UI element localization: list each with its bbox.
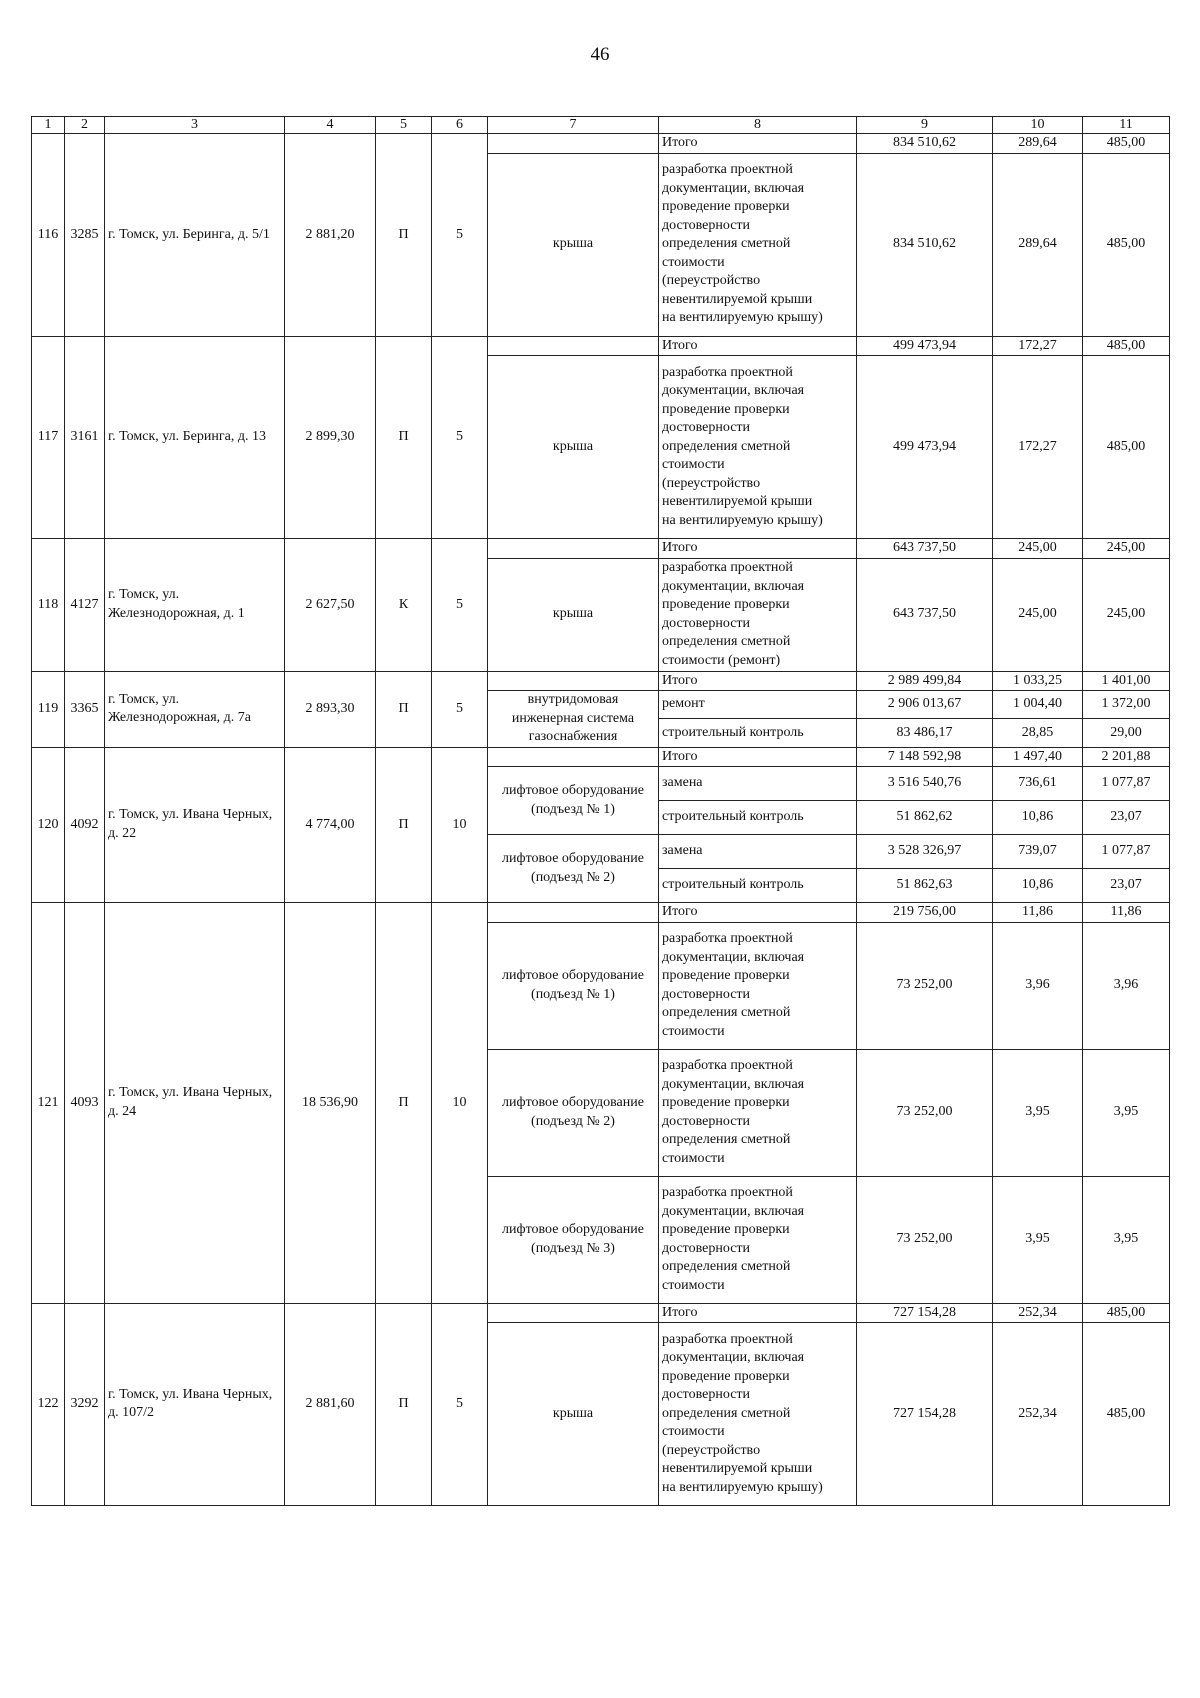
total-cost: 499 473,94 bbox=[857, 336, 993, 356]
structural-element: крыша bbox=[488, 153, 659, 336]
structural-element: крыша bbox=[488, 356, 659, 539]
work-type: разработка проектной документации, включая проведение проверки достоверности определения сметной стоимости (переустройство невентилируемой крыши на вентилируемую крышу) bbox=[659, 1323, 857, 1506]
address: г. Томск, ул. Ивана Черных, д. 107/2 bbox=[105, 1303, 285, 1506]
house-code: 3365 bbox=[65, 671, 105, 747]
work-limit-per-m2: 23,07 bbox=[1083, 801, 1170, 835]
work-cost-per-m2: 10,86 bbox=[993, 869, 1083, 903]
total-cost-per-m2: 172,27 bbox=[993, 336, 1083, 356]
work-limit-per-m2: 485,00 bbox=[1083, 356, 1170, 539]
work-cost-per-m2: 1 004,40 bbox=[993, 691, 1083, 719]
table-row bbox=[32, 134, 1170, 154]
address: г. Томск, ул. Беринга, д. 5/1 bbox=[105, 134, 285, 337]
work-limit-per-m2: 485,00 bbox=[1083, 153, 1170, 336]
floor-count: 5 bbox=[432, 134, 488, 337]
house-code: 3285 bbox=[65, 134, 105, 337]
work-type: разработка проектной документации, включая проведение проверки достоверности определения сметной стоимости bbox=[659, 922, 857, 1049]
work-cost-per-m2: 28,85 bbox=[993, 719, 1083, 747]
total-area: 2 881,60 bbox=[285, 1303, 376, 1506]
element-empty bbox=[488, 903, 659, 923]
table-row bbox=[32, 336, 1170, 356]
element-empty bbox=[488, 671, 659, 691]
work-cost-per-m2: 10,86 bbox=[993, 801, 1083, 835]
house-code: 3292 bbox=[65, 1303, 105, 1506]
work-cost: 83 486,17 bbox=[857, 719, 993, 747]
total-label: Итого bbox=[659, 336, 857, 356]
work-type: ремонт bbox=[659, 691, 857, 719]
row-number: 116 bbox=[32, 134, 65, 337]
work-cost: 3 516 540,76 bbox=[857, 767, 993, 801]
col-header: 8 bbox=[659, 117, 857, 134]
work-cost: 2 906 013,67 bbox=[857, 691, 993, 719]
col-header: 3 bbox=[105, 117, 285, 134]
wall-material: П bbox=[376, 1303, 432, 1506]
address: г. Томск, ул. Беринга, д. 13 bbox=[105, 336, 285, 539]
capital-repair-table bbox=[31, 116, 1170, 1506]
wall-material: П bbox=[376, 747, 432, 903]
structural-element: лифтовое оборудование (подъезд № 3) bbox=[488, 1176, 659, 1303]
work-cost-per-m2: 739,07 bbox=[993, 835, 1083, 869]
col-header: 10 bbox=[993, 117, 1083, 134]
floor-count: 10 bbox=[432, 747, 488, 903]
col-header: 5 bbox=[376, 117, 432, 134]
col-header: 1 bbox=[32, 117, 65, 134]
row-number: 118 bbox=[32, 539, 65, 672]
work-cost-per-m2: 245,00 bbox=[993, 558, 1083, 671]
work-cost-per-m2: 3,95 bbox=[993, 1176, 1083, 1303]
structural-element: лифтовое оборудование (подъезд № 2) bbox=[488, 835, 659, 903]
table-row bbox=[32, 747, 1170, 767]
wall-material: П bbox=[376, 671, 432, 747]
work-cost-per-m2: 736,61 bbox=[993, 767, 1083, 801]
work-cost-per-m2: 3,96 bbox=[993, 922, 1083, 1049]
work-cost: 499 473,94 bbox=[857, 356, 993, 539]
work-limit-per-m2: 485,00 bbox=[1083, 1323, 1170, 1506]
total-limit-per-m2: 485,00 bbox=[1083, 134, 1170, 154]
floor-count: 10 bbox=[432, 903, 488, 1304]
element-empty bbox=[488, 134, 659, 154]
work-type: замена bbox=[659, 767, 857, 801]
work-type: разработка проектной документации, включая проведение проверки достоверности определения сметной стоимости bbox=[659, 1049, 857, 1176]
total-cost: 834 510,62 bbox=[857, 134, 993, 154]
total-limit-per-m2: 245,00 bbox=[1083, 539, 1170, 559]
table-body bbox=[32, 134, 1170, 1506]
work-cost: 727 154,28 bbox=[857, 1323, 993, 1506]
work-limit-per-m2: 1 372,00 bbox=[1083, 691, 1170, 719]
work-type: замена bbox=[659, 835, 857, 869]
column-number-header-row bbox=[32, 117, 1170, 134]
structural-element: лифтовое оборудование (подъезд № 1) bbox=[488, 922, 659, 1049]
element-empty bbox=[488, 539, 659, 559]
work-limit-per-m2: 3,95 bbox=[1083, 1176, 1170, 1303]
row-number: 119 bbox=[32, 671, 65, 747]
address: г. Томск, ул. Ивана Черных, д. 22 bbox=[105, 747, 285, 903]
col-header: 9 bbox=[857, 117, 993, 134]
wall-material: П bbox=[376, 336, 432, 539]
work-type: разработка проектной документации, включая проведение проверки достоверности определения сметной стоимости (переустройство невентилируемой крыши на вентилируемую крышу) bbox=[659, 153, 857, 336]
total-limit-per-m2: 485,00 bbox=[1083, 336, 1170, 356]
floor-count: 5 bbox=[432, 336, 488, 539]
total-label: Итого bbox=[659, 539, 857, 559]
work-cost: 51 862,62 bbox=[857, 801, 993, 835]
total-label: Итого bbox=[659, 1303, 857, 1323]
work-cost-per-m2: 172,27 bbox=[993, 356, 1083, 539]
total-cost-per-m2: 245,00 bbox=[993, 539, 1083, 559]
total-cost: 727 154,28 bbox=[857, 1303, 993, 1323]
row-number: 121 bbox=[32, 903, 65, 1304]
address: г. Томск, ул. Железнодорожная, д. 7а bbox=[105, 671, 285, 747]
total-cost-per-m2: 11,86 bbox=[993, 903, 1083, 923]
row-number: 117 bbox=[32, 336, 65, 539]
work-cost-per-m2: 289,64 bbox=[993, 153, 1083, 336]
work-limit-per-m2: 1 077,87 bbox=[1083, 835, 1170, 869]
element-empty bbox=[488, 747, 659, 767]
work-type: разработка проектной документации, включая проведение проверки достоверности определения сметной стоимости (переустройство невентилируемой крыши на вентилируемую крышу) bbox=[659, 356, 857, 539]
structural-element: крыша bbox=[488, 558, 659, 671]
work-limit-per-m2: 29,00 bbox=[1083, 719, 1170, 747]
total-cost-per-m2: 289,64 bbox=[993, 134, 1083, 154]
total-area: 2 627,50 bbox=[285, 539, 376, 672]
work-limit-per-m2: 3,95 bbox=[1083, 1049, 1170, 1176]
table-row bbox=[32, 903, 1170, 923]
house-code: 4092 bbox=[65, 747, 105, 903]
total-cost: 2 989 499,84 bbox=[857, 671, 993, 691]
total-cost: 219 756,00 bbox=[857, 903, 993, 923]
work-limit-per-m2: 3,96 bbox=[1083, 922, 1170, 1049]
col-header: 7 bbox=[488, 117, 659, 134]
total-label: Итого bbox=[659, 903, 857, 923]
work-limit-per-m2: 245,00 bbox=[1083, 558, 1170, 671]
work-type: разработка проектной документации, включая проведение проверки достоверности определения сметной стоимости bbox=[659, 1176, 857, 1303]
structural-element: лифтовое оборудование (подъезд № 2) bbox=[488, 1049, 659, 1176]
col-header: 2 bbox=[65, 117, 105, 134]
total-cost-per-m2: 1 497,40 bbox=[993, 747, 1083, 767]
total-area: 4 774,00 bbox=[285, 747, 376, 903]
floor-count: 5 bbox=[432, 539, 488, 672]
house-code: 3161 bbox=[65, 336, 105, 539]
work-cost-per-m2: 3,95 bbox=[993, 1049, 1083, 1176]
address: г. Томск, ул. Железнодорожная, д. 1 bbox=[105, 539, 285, 672]
work-cost: 834 510,62 bbox=[857, 153, 993, 336]
work-cost: 643 737,50 bbox=[857, 558, 993, 671]
col-header: 11 bbox=[1083, 117, 1170, 134]
work-limit-per-m2: 1 077,87 bbox=[1083, 767, 1170, 801]
work-cost: 73 252,00 bbox=[857, 922, 993, 1049]
work-limit-per-m2: 23,07 bbox=[1083, 869, 1170, 903]
total-cost: 643 737,50 bbox=[857, 539, 993, 559]
structural-element: внутридомовая инженерная система газоснабжения bbox=[488, 691, 659, 748]
floor-count: 5 bbox=[432, 671, 488, 747]
wall-material: П bbox=[376, 903, 432, 1304]
total-area: 2 893,30 bbox=[285, 671, 376, 747]
house-code: 4127 bbox=[65, 539, 105, 672]
total-area: 2 881,20 bbox=[285, 134, 376, 337]
wall-material: П bbox=[376, 134, 432, 337]
structural-element: крыша bbox=[488, 1323, 659, 1506]
total-cost: 7 148 592,98 bbox=[857, 747, 993, 767]
work-type: разработка проектной документации, включая проведение проверки достоверности определения сметной стоимости (ремонт) bbox=[659, 558, 857, 671]
structural-element: лифтовое оборудование (подъезд № 1) bbox=[488, 767, 659, 835]
total-area: 2 899,30 bbox=[285, 336, 376, 539]
total-area: 18 536,90 bbox=[285, 903, 376, 1304]
floor-count: 5 bbox=[432, 1303, 488, 1506]
total-label: Итого bbox=[659, 671, 857, 691]
work-cost: 73 252,00 bbox=[857, 1049, 993, 1176]
total-cost-per-m2: 252,34 bbox=[993, 1303, 1083, 1323]
table-row bbox=[32, 671, 1170, 691]
total-limit-per-m2: 11,86 bbox=[1083, 903, 1170, 923]
col-header: 4 bbox=[285, 117, 376, 134]
col-header: 6 bbox=[432, 117, 488, 134]
work-cost-per-m2: 252,34 bbox=[993, 1323, 1083, 1506]
total-limit-per-m2: 485,00 bbox=[1083, 1303, 1170, 1323]
work-type: строительный контроль bbox=[659, 719, 857, 747]
work-cost: 3 528 326,97 bbox=[857, 835, 993, 869]
total-limit-per-m2: 1 401,00 bbox=[1083, 671, 1170, 691]
table-row bbox=[32, 539, 1170, 559]
work-type: строительный контроль bbox=[659, 801, 857, 835]
page-number: 46 bbox=[590, 44, 610, 65]
element-empty bbox=[488, 1303, 659, 1323]
row-number: 122 bbox=[32, 1303, 65, 1506]
table-row bbox=[32, 1303, 1170, 1323]
total-label: Итого bbox=[659, 747, 857, 767]
work-cost: 73 252,00 bbox=[857, 1176, 993, 1303]
total-label: Итого bbox=[659, 134, 857, 154]
work-type: строительный контроль bbox=[659, 869, 857, 903]
address: г. Томск, ул. Ивана Черных, д. 24 bbox=[105, 903, 285, 1304]
work-cost: 51 862,63 bbox=[857, 869, 993, 903]
house-code: 4093 bbox=[65, 903, 105, 1304]
element-empty bbox=[488, 336, 659, 356]
total-cost-per-m2: 1 033,25 bbox=[993, 671, 1083, 691]
total-limit-per-m2: 2 201,88 bbox=[1083, 747, 1170, 767]
row-number: 120 bbox=[32, 747, 65, 903]
wall-material: К bbox=[376, 539, 432, 672]
